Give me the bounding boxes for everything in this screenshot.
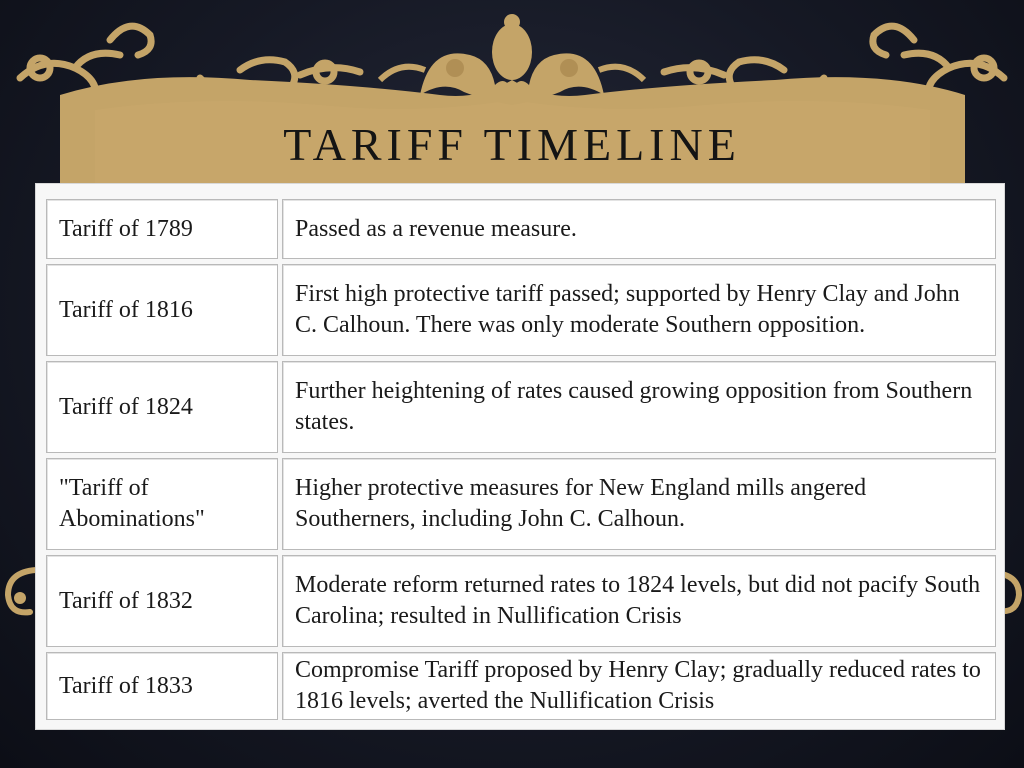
- tariff-description-cell: Passed as a revenue measure.: [282, 199, 996, 259]
- tariff-name-cell: Tariff of 1824: [46, 361, 278, 453]
- tariff-description-cell: First high protective tariff passed; supported by Henry Clay and John C. Calhoun. There was only moderate Southern opposition.: [282, 264, 996, 356]
- tariff-description-cell: Compromise Tariff proposed by Henry Clay; gradually reduced rates to 1816 levels; averted the Nullification Crisis: [282, 652, 996, 720]
- tariff-name-cell: Tariff of 1789: [46, 199, 278, 259]
- table-row: [46, 652, 996, 720]
- tariff-description-cell: Higher protective measures for New England mills angered Southerners, including John C. Calhoun.: [282, 458, 996, 550]
- tariff-name-cell: Tariff of 1816: [46, 264, 278, 356]
- table-row: [46, 264, 996, 356]
- table-row: [46, 555, 996, 647]
- scroll-ornament-lower-left: [0, 560, 36, 630]
- table-row: [46, 199, 996, 259]
- center-crest: [380, 14, 644, 105]
- tariff-description-cell: Further heightening of rates caused growing opposition from Southern states.: [282, 361, 996, 453]
- tariff-description-cell: Moderate reform returned rates to 1824 levels, but did not pacify South Carolina; resulted in Nullification Crisis: [282, 555, 996, 647]
- tariff-name-cell: "Tariff of Abominations": [46, 458, 278, 550]
- table-row: [46, 458, 996, 550]
- tariff-name-cell: Tariff of 1832: [46, 555, 278, 647]
- slide-title: TARIFF TIMELINE: [283, 119, 741, 170]
- timeline-table-panel: [36, 184, 1004, 729]
- table-row: [46, 361, 996, 453]
- timeline-table: [42, 194, 1000, 725]
- tariff-name-cell: Tariff of 1833: [46, 652, 278, 720]
